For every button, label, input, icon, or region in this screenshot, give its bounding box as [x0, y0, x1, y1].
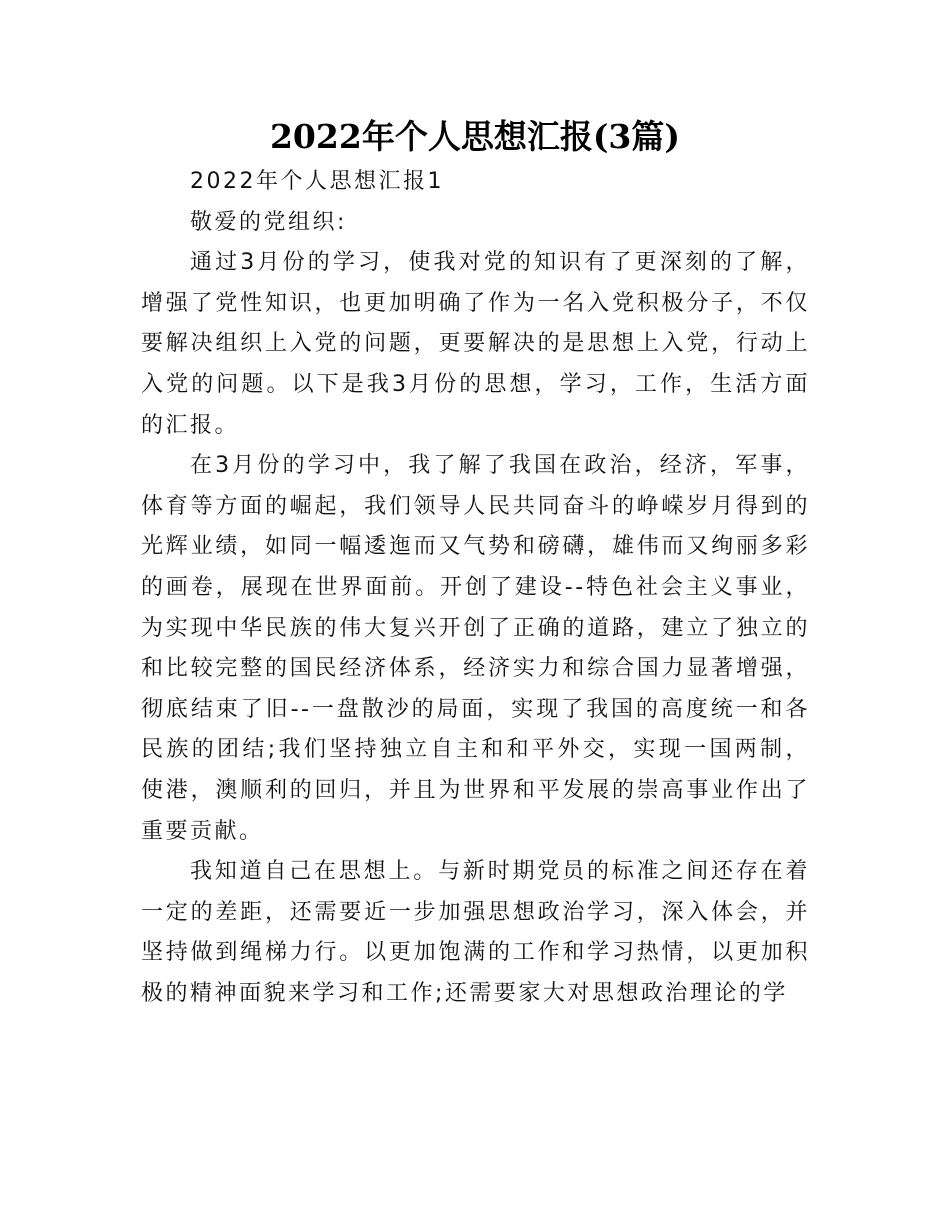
- document-body: [141, 162, 810, 1014]
- paragraph: 在3月份的学习中，我了解了我国在政治，经济，军事，体育等方面的崛起，我们领导人民共同奋斗的峥嵘岁月得到的光辉业绩，如同一幅逶迤而又气势和磅礴，雄伟而又绚丽多彩的画卷，展现在世界面前。开创了建设--特色社会主义事业，为实现中华民族的伟大复兴开创了正确的道路，建立了独立的和比较完整的国民经济体系，经济实力和综合国力显著增强，彻底结束了旧--一盘散沙的局面，实现了我国的高度统一和各民族的团结;我们坚持独立自主和和平外交，实现一国两制，使港，澳顺利的回归，并且为世界和平发展的崇高事业作出了重要贡献。: [141, 453, 810, 844]
- paragraph: 我知道自己在思想上。与新时期党员的标准之间还存在着一定的差距，还需要近一步加强思想政治学习，深入体会，并坚持做到绳梯力行。以更加饱满的工作和学习热情，以更加积极的精神面貌来学习和工作;还需要家大对思想政治理论的学: [141, 859, 810, 1006]
- document-title: 2022年个人思想汇报(3篇): [269, 117, 681, 156]
- report-subtitle: 2022年个人思想汇报1: [190, 169, 444, 194]
- salutation: 敬爱的党组织:: [190, 209, 347, 235]
- paragraph: 通过3月份的学习，使我对党的知识有了更深刻的了解，增强了党性知识，也更加明确了作为一名入党积极分子，不仅要解决组织上入党的问题，更要解决的是思想上入党，行动上入党的问题。以下是我3月份的思想，学习，工作，生活方面的汇报。: [141, 250, 810, 438]
